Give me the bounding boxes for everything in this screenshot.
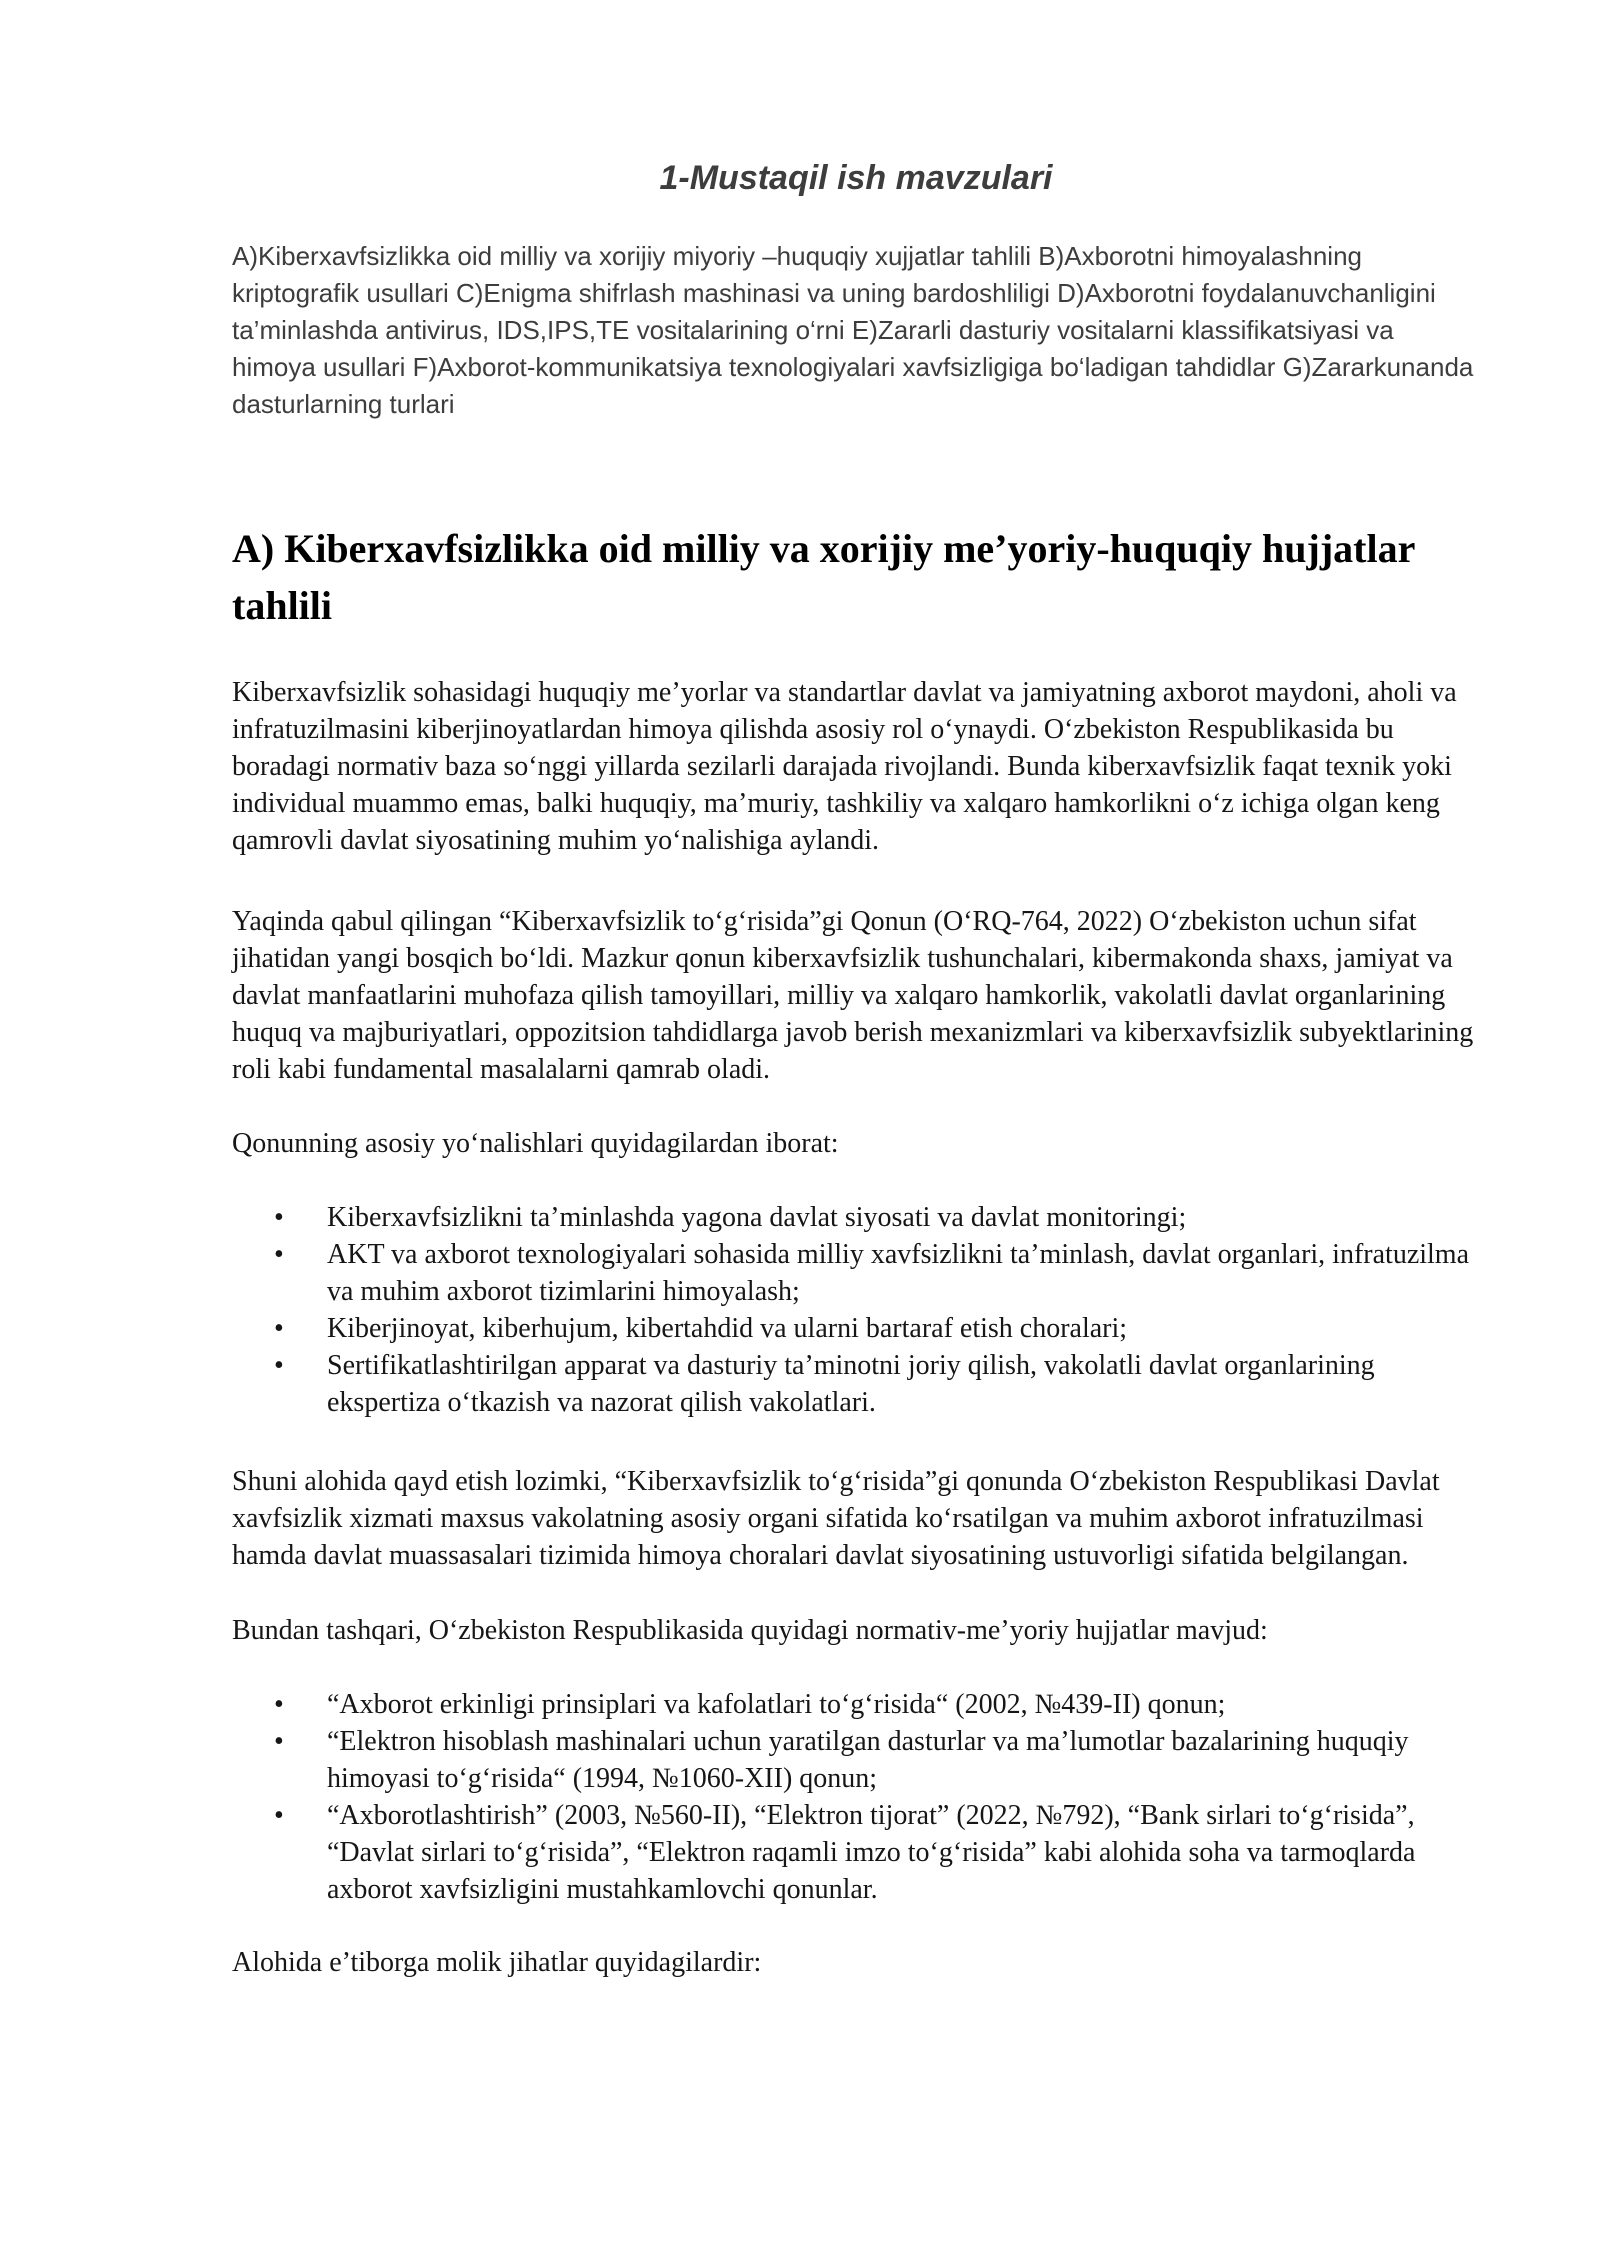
paragraph-closing: Alohida e’tiborga molik jihatlar quyidagilardir: xyxy=(232,1947,762,1978)
paragraph-directions-intro: Qonunning asosiy yo‘nalishlari quyidagilardan iborat: xyxy=(232,1128,839,1159)
paragraph-law-2022: Yaqinda qabul qilingan “Kiberxavfsizlik to‘g‘risida”gi Qonun (O‘RQ-764, 2022) O‘zbekiston uchun sifat jihatidan yangi bosqich bo‘ldi. Mazkur qonun kiberxavfsizlik tushunchalari, kibermakonda shaxs, jamiyat va davlat manfaatlarini muhofaza qilish tamoyillari, milliy va xalqaro hamkorlik, vakolatli davlat organlarining huquq va majburiyatlari, oppozitsion tahdidlarga javob berish mexanizmlari va kiberxavfsizlik subyektlarining roli kabi fundamental masalalarni qamrab oladi. xyxy=(232,906,1474,1085)
legal-documents-list xyxy=(232,1686,1480,1908)
list-item: • AKT va axborot texnologiyalari sohasida milliy xavfsizlikni ta’minlash, davlat organlari, infratuzilma va muhim axborot tizimlarini himoyalash; xyxy=(232,1236,1480,1310)
list-item: • “Elektron hisoblash mashinalari uchun yaratilgan dasturlar va ma’lumotlar bazalarining huquqiy himoyasi to‘g‘risida“ (1994, №1060-XII) qonun; xyxy=(232,1723,1480,1797)
list-item: • Kiberxavfsizlikni ta’minlashda yagona davlat siyosati va davlat monitoringi; xyxy=(232,1199,1480,1236)
section-heading: A) Kiberxavfsizlikka oid milliy va xorijiy me’yoriy-huquqiy hujjatlar tahlili xyxy=(232,526,1415,628)
list-item: • Kiberjinoyat, kiberhujum, kibertahdid va ularni bartaraf etish choralari; xyxy=(232,1310,1480,1347)
list-item: • Sertifikatlashtirilgan apparat va dasturiy ta’minotni joriy qilish, vakolatli davlat organlarining ekspertiza o‘tkazish va nazorat qilish vakolatlari. xyxy=(232,1347,1480,1421)
topics-paragraph: A)Kiberxavfsizlikka oid milliy va xorijiy miyoriy –huquqiy xujjatlar tahlili B)Axborotni himoyalashning kriptografik usullari C)Enigma shifrlash mashinasi va uning bardoshliligi D)Axborotni foydalanuvchanligini ta’minlashda antivirus, IDS,IPS,TE vositalarining o‘rni E)Zararli dasturiy vositalarni klassifikatsiyasi va himoya usullari F)Axborot-kommunikatsiya texnologiyalari xavfsizligiga bo‘ladigan tahdidlar G)Zararkunanda dasturlarning turlari xyxy=(232,241,1474,419)
page-title: 1-Mustaqil ish mavzulari xyxy=(659,159,1053,197)
paragraph-documents-intro: Bundan tashqari, O‘zbekiston Respublikasida quyidagi normativ-me’yoriy hujjatlar mavjud: xyxy=(232,1615,1268,1646)
list-item: • “Axborot erkinligi prinsiplari va kafolatlari to‘g‘risida“ (2002, №439-II) qonun; xyxy=(232,1686,1480,1723)
paragraph-overview: Kiberxavfsizlik sohasidagi huquqiy me’yorlar va standartlar davlat va jamiyatning axborot maydoni, aholi va infratuzilmasini kiberjinoyatlardan himoya qilishda asosiy rol o‘ynaydi. O‘zbekiston Respublikasida bu boradagi normativ baza so‘nggi yillarda sezilarli darajada rivojlandi. Bunda kiberxavfsizlik faqat texnik yoki individual muammo emas, balki huquqiy, ma’muriy, tashkiliy va xalqaro hamkorlikni o‘z ichiga olgan keng qamrovli davlat siyosatining muhim yo‘nalishiga aylandi. xyxy=(232,677,1457,856)
list-item: • “Axborotlashtirish” (2003, №560-II), “Elektron tijorat” (2022, №792), “Bank sirlari to‘g‘risida”, “Davlat sirlari to‘g‘risida”, “Elektron raqamli imzo to‘g‘risida” kabi alohida soha va tarmoqlarda axborot xavfsizligini mustahkamlovchi qonunlar. xyxy=(232,1797,1480,1908)
law-directions-list xyxy=(232,1199,1480,1421)
paragraph-state-security: Shuni alohida qayd etish lozimki, “Kiberxavfsizlik to‘g‘risida”gi qonunda O‘zbekiston Respublikasi Davlat xavfsizlik xizmati maxsus vakolatning asosiy organi sifatida ko‘rsatilgan va muhim axborot infratuzilmasi hamda davlat muassasalari tizimida himoya choralari davlat siyosatining ustuvorligi sifatida belgilangan. xyxy=(232,1466,1440,1571)
